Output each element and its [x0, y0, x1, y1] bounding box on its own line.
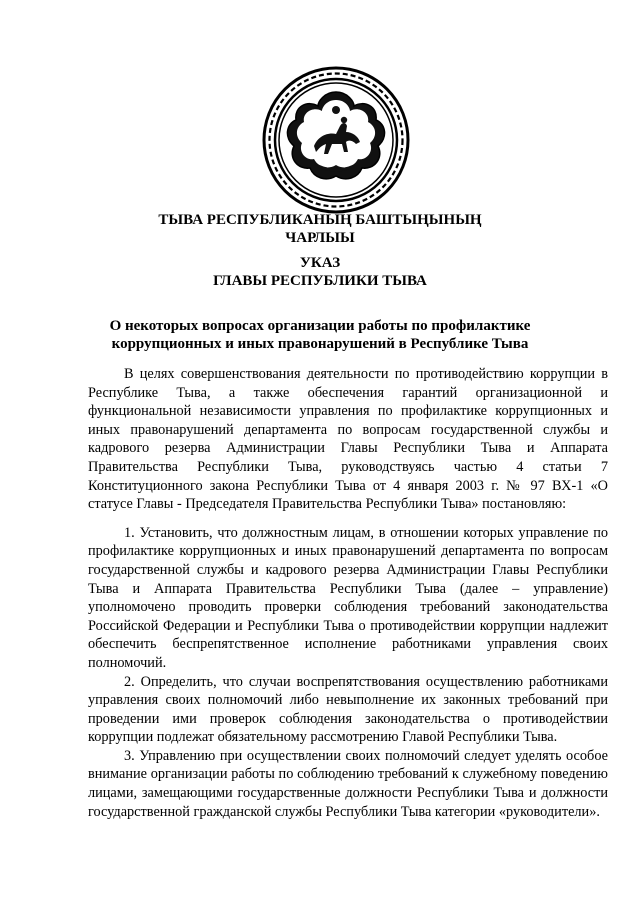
tuva-emblem	[262, 66, 410, 214]
tuva-emblem-icon	[262, 66, 410, 214]
decree-subject-line-1: О некоторых вопросах организации работы по профилактике	[109, 318, 531, 334]
preamble-paragraph: В целях совершенствования деятельности по противодействию коррупции в Республике Тыва, а также обеспечения гарантий организационной и функциональной независимости управления по профилактике коррупционных и иных правонарушений департамента по вопросам государственной службы и кадрового резерва Администрации Главы Республики Тыва и Аппарата Правительства Республики Тыва, руководствуясь частью 4 статьи 7 Конституционного закона Республики Тыва от 4 января 2003 г. № 97 ВХ-1 «О статусе Главы - Председателя Правительства Республики Тыва» постановляю:	[88, 366, 608, 513]
header-title-tuvan	[60, 211, 580, 247]
decree-heading	[60, 254, 580, 290]
decree-body	[88, 365, 608, 821]
item-1-paragraph: 1. Установить, что должностным лицам, в отношении которых управление по профилактике коррупционных и иных правонарушений департамента по вопросам государственной службы и кадрового резерва Администрации Главы Республики Тыва и Аппарата Правительства Республики Тыва (далее – управление) уполномочено проводить проверки соблюдения требований законодательства Российской Федерации и Республики Тыва о противодействии коррупции надлежит обеспечить беспрепятственное исполнение работниками управления своих полномочий.	[88, 524, 608, 671]
item-3-paragraph: 3. Управлению при осуществлении своих полномочий следует уделять особое внимание организации работы по соблюдению требований к служебному поведению лицами, замещающими государственные должности Республики Тыва и должности государственной гражданской службы Республики Тыва категории «руководители».	[88, 747, 608, 820]
item-2-paragraph: 2. Определить, что случаи воспрепятствования осуществлению работниками управления своих полномочий либо невыполнение их законных требований при проведении ими проверок соблюдения законодательства о противодействии коррупции подлежат обязательному рассмотрению Главой Республики Тыва.	[88, 673, 608, 746]
decree-title: УКАЗ	[299, 255, 341, 271]
header-line-1: ТЫВА РЕСПУБЛИКАНЫҢ БАШТЫҢЫНЫҢ	[158, 212, 482, 228]
decree-subject	[60, 317, 580, 353]
decree-subtitle: ГЛАВЫ РЕСПУБЛИКИ ТЫВА	[213, 273, 427, 289]
decree-subject-line-2: коррупционных и иных правонарушений в Республике Тыва	[111, 336, 529, 352]
header-line-2: ЧАРЛЫЫ	[285, 230, 355, 246]
